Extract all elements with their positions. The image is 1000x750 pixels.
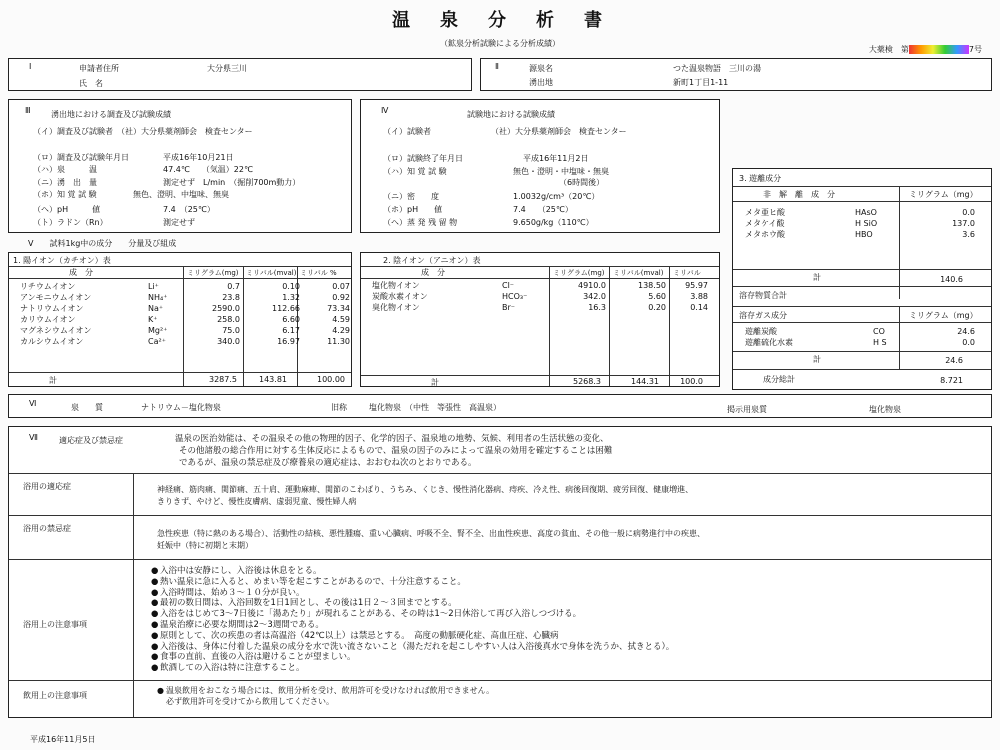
survey-line: （ハ）泉 温 47.4℃ （気温）22℃ xyxy=(33,165,253,174)
page-subtitle: （鉱泉分析試験による分析成績） xyxy=(440,39,560,48)
survey-line: （ホ）知 覚 試 験 無色、澄明、中塩味、無臭 xyxy=(33,190,229,199)
anion-table: 2. 陰イオン（アニオン）表 成 分 ミリグラム(mg) ミリバル(mval) ミリバル 計 5268.3 144.31 100.0 xyxy=(360,252,720,387)
survey-line: （ヘ）pH 値 7.4 （25℃） xyxy=(33,205,215,214)
lab-line: （ホ）pH 値 7.4 （25℃） xyxy=(383,205,573,214)
free-row: メタケイ酸 H SiO 137.0 xyxy=(745,219,975,228)
caution-item: ● 温泉治療に必要な期間は2～3週間である。 xyxy=(151,619,324,630)
ion-row: カルシウムイオン Ca²⁺ 340.0 16.97 11.30 xyxy=(20,337,350,346)
ion-row: 臭化物イオン Br⁻ 16.3 0.20 0.14 xyxy=(372,303,708,312)
indication-intro: 温泉の医治効能は、その温泉その他の物理的因子、化学的因子、温泉地の地勢、気候、利用者の生活状態の変化、 その他諸般の総合作用に対する生体反応によるもので、温泉の因子のみによって温泉の効用を確定することは困難 であるが、温泉の禁忌症及び療養泉の適応症は、おおむね次のとおりである。 xyxy=(175,434,613,468)
ion-row: マグネシウムイオン Mg²⁺ 75.0 6.17 4.29 xyxy=(20,326,350,335)
caution-item: ● 入浴後は、身体に付着した温泉の成分を水で洗い流さないこと（湯ただれを起こしやすい人は入浴後真水で身体を洗うか、拭きとる）。 xyxy=(151,641,675,652)
free-row: メタホウ酸 HBO 3.6 xyxy=(745,230,975,239)
lab-line: （ニ）密 度 1.0032g/cm³（20℃） xyxy=(383,192,600,201)
ion-row: カリウムイオン K⁺ 258.0 6.60 4.59 xyxy=(20,315,350,324)
survey-line: （ロ）調査及び試験年月日 平成16年10月21日 xyxy=(33,153,234,162)
page-title: 温 泉 分 析 書 xyxy=(392,10,608,31)
caution-item: ● 飲酒しての入浴は特に注意すること。 xyxy=(151,663,305,674)
caution-item: ● 入浴中は安静にし、入浴後は休息をとる。 xyxy=(151,566,322,576)
ion-row: 炭酸水素イオン HCO₃⁻ 342.0 5.60 3.88 xyxy=(372,292,708,301)
caution-item: ● 入浴時間は、始め３～１０分が良い。 xyxy=(151,587,305,598)
caution-item: ● 入浴をはじめて3～7日後に「湯あたり」が現れることがある、その時は1～2日休浴して再び入浴しつづける。 xyxy=(151,609,582,620)
survey-line: （ト）ラドン（Rn） 測定せず xyxy=(33,218,195,227)
lab-line: （ロ）試験終了年月日 平成16年11月2日 xyxy=(383,154,589,163)
caution-item: ● 食事の直前、直後の入浴は避けることが望ましい。 xyxy=(151,652,356,663)
survey-line: （イ）調査及び試験者 （社）大分県薬剤師会 検査センター xyxy=(33,127,253,136)
issue-date: 平成16年11月5日 xyxy=(30,735,96,744)
section-lab-test: Ⅳ 試験地における試験成績 （イ）試験者 （社）大分県薬剤師会 検査センター （ロ）試験終了年月日 平成16年11月2日 （ハ）知 覚 試 験 無色・澄明・中塩味・無臭 （6時間後） （ニ）密 度 1.0032g/cm³（20℃） （ホ）pH 値 7.4 （25℃） （ヘ）蒸 発 残 留 物 9.650g/kg（110℃） xyxy=(360,99,720,233)
lab-line: （6時間後） xyxy=(559,178,605,187)
survey-line: （ニ）湧 出 量 測定せず L/min （掘削700m動力） xyxy=(33,178,301,187)
section-onsite-survey: Ⅲ 湧出地における調査及び試験成績 （イ）調査及び試験者 （社）大分県薬剤師会 検査センター （ロ）調査及び試験年月日 平成16年10月21日 （ハ）泉 温 47.4℃ （気温）22℃ （ニ）湧 出 量 測定せず L/min （掘削700m動力） （ホ）知 覚 試 験 無色、澄明、中塩味、無臭 （ヘ）pH 値 7.4 （25℃） （ト）ラドン（Rn） 測定せず xyxy=(8,99,352,233)
ion-row: ナトリウムイオン Na⁺ 2590.0 112.66 73.34 xyxy=(20,304,350,313)
ion-row: アンモニウムイオン NH₄⁺ 23.8 1.32 0.92 xyxy=(20,293,350,302)
free-components-table: 3. 遊離成分 非 解 離 成 分 ミリグラム（mg） メタ亜ヒ酸 HAsO 0.0 メタケイ酸 H SiO 137.0 メタホウ酸 HBO 3.6 計 140.6 溶存物質合計 溶存ガス成分 ミリグラム（mg） 遊離炭酸 CO 24.6 遊離硫化水素 H S 0.0 計 24.6 成分総計 8.721 xyxy=(732,168,992,390)
caution-item: ● 最初の数日間は、入浴回数を1日1回とし、その後は1日２～３回までとする。 xyxy=(151,598,457,609)
document-number: 大薬検 第 7号 xyxy=(868,45,982,54)
caution-item: ● 熱い温泉に急に入ると、めまい等を起こすことがあるので、十分注意すること。 xyxy=(151,576,466,587)
free-row: メタ亜ヒ酸 HAsO 0.0 xyxy=(745,208,975,217)
redacted-number xyxy=(909,45,969,54)
indications-text: 神経痛、筋肉痛、関節痛、五十肩、運動麻痺、関節のこわばり、うちみ、くじき、慢性消化器病、痔疾、冷え性、病後回復期、疲労回復、健康増進、 きりきず、やけど、慢性皮膚病、虚弱児童、慢性婦人病 xyxy=(157,485,694,506)
section-source: Ⅱ 源泉名 つた温泉物語 三川の湯 湧出地 新町1丁目1-11 xyxy=(480,58,992,91)
section-applicant: Ⅰ 申請者住所 大分県三川 氏 名 xyxy=(8,58,472,91)
gas-row: 遊離硫化水素 H S 0.0 xyxy=(745,338,975,347)
section-spring-quality: Ⅵ 泉 質 ナトリウム－塩化物泉 旧称 塩化物泉 （中性 等張性 高温泉） 掲示用泉質 塩化物泉 xyxy=(8,394,992,418)
bathing-cautions xyxy=(151,566,674,674)
drinking-cautions: ● 温泉飲用をおこなう場合には、飲用分析を受け、飲用許可を受けなければ飲用できません。 必ず飲用許可を受けてから飲用してください。 xyxy=(157,686,495,706)
ion-row: 塩化物イオン Cl⁻ 4910.0 138.50 95.97 xyxy=(372,281,708,290)
caution-item: ● 原則として、次の疾患の者は高温浴（42℃以上）は禁忌とする。 高度の動脈硬化症、高血圧症、心臓病 xyxy=(151,630,559,641)
lab-line: （ハ）知 覚 試 験 無色・澄明・中塩味・無臭 xyxy=(383,167,609,176)
section-indications: Ⅶ 適応症及び禁忌症 温泉の医治効能は、その温泉その他の物理的因子、化学的因子、温泉地の地勢、気候、利用者の生活状態の変化、 その他諸般の総合作用に対する生体反応によるもので、温泉の因子のみによって温泉の効用を確定することは困難 であるが、温泉の禁忌症及び療養泉の適応症は、おおむね次のとおりである。 浴用の適応症 神経痛、筋肉痛、関節痛、五十肩、運動麻痺、関節のこわばり、うちみ、くじき、慢性消化器病、痔疾、冷え性、病後回復期、疲労回復、健康増進、 きりきず、やけど、慢性皮膚病、虚弱児童、慢性婦人病 浴用の禁忌症 急性疾患（特に熱のある場合）、活動性の結核、悪性腫瘍、重い心臓病、呼吸不全、腎不全、出血性疾患、高度の貧血、その他一般に病勢進行中の疾患、 妊娠中（特に初期と末期） 浴用上の注意事項 ● 入浴中は安静にし、入浴後は休息をとる。 ● 熱い温泉に急に入ると、めまい等を起こすことがあるので、十分注意すること。 ● 入浴時間は、始め３～１０分が良い。 ● 最初の数日間は、入浴回数を1日1回とし、その後は1日２～３回までとする。 ● 入浴をはじめて3～7日後に「湯あたり」が現れることがある、その時は1～2日休浴して再び入浴しつづける。 ● 温泉治療に必要な期間は2～3週間である。 ● 原則として、次の疾患の者は高温浴（42℃以上）は禁忌とする。 高度の動脈硬化症、高血圧症、心臓病 ● 入浴後は、身体に付着した温泉の成分を水で洗い流さないこと（湯ただれを起こしやすい人は入浴後真水で身体を洗うか、拭きとる）。 ● 食事の直前、直後の入浴は避けることが望ましい。 ● 飲酒しての入浴は特に注意すること。 飲用上の注意事項 ● 温泉飲用をおこなう場合には、飲用分析を受け、飲用許可を受けなければ飲用できません。 必ず飲用許可を受けてから飲用してください。 xyxy=(8,426,992,718)
gas-row: 遊離炭酸 CO 24.6 xyxy=(745,327,975,336)
ion-row: リチウムイオン Li⁺ 0.7 0.10 0.07 xyxy=(20,282,350,291)
lab-line: （イ）試験者 （社）大分県薬剤師会 検査センター xyxy=(383,127,627,136)
section-components-heading: Ⅴ 試料1kg中の成分 分量及び組成 xyxy=(28,239,177,248)
cation-table: 1. 陽イオン（カチオン）表 成 分 ミリグラム(mg) ミリバル(mval) ミリバル % 計 3287.5 143.81 100.00 xyxy=(8,252,352,387)
contraindications-text: 急性疾患（特に熱のある場合）、活動性の結核、悪性腫瘍、重い心臓病、呼吸不全、腎不全、出血性疾患、高度の貧血、その他一般に病勢進行中の疾患、 妊娠中（特に初期と末期） xyxy=(157,529,705,550)
lab-line: （ヘ）蒸 発 残 留 物 9.650g/kg（110℃） xyxy=(383,218,594,227)
